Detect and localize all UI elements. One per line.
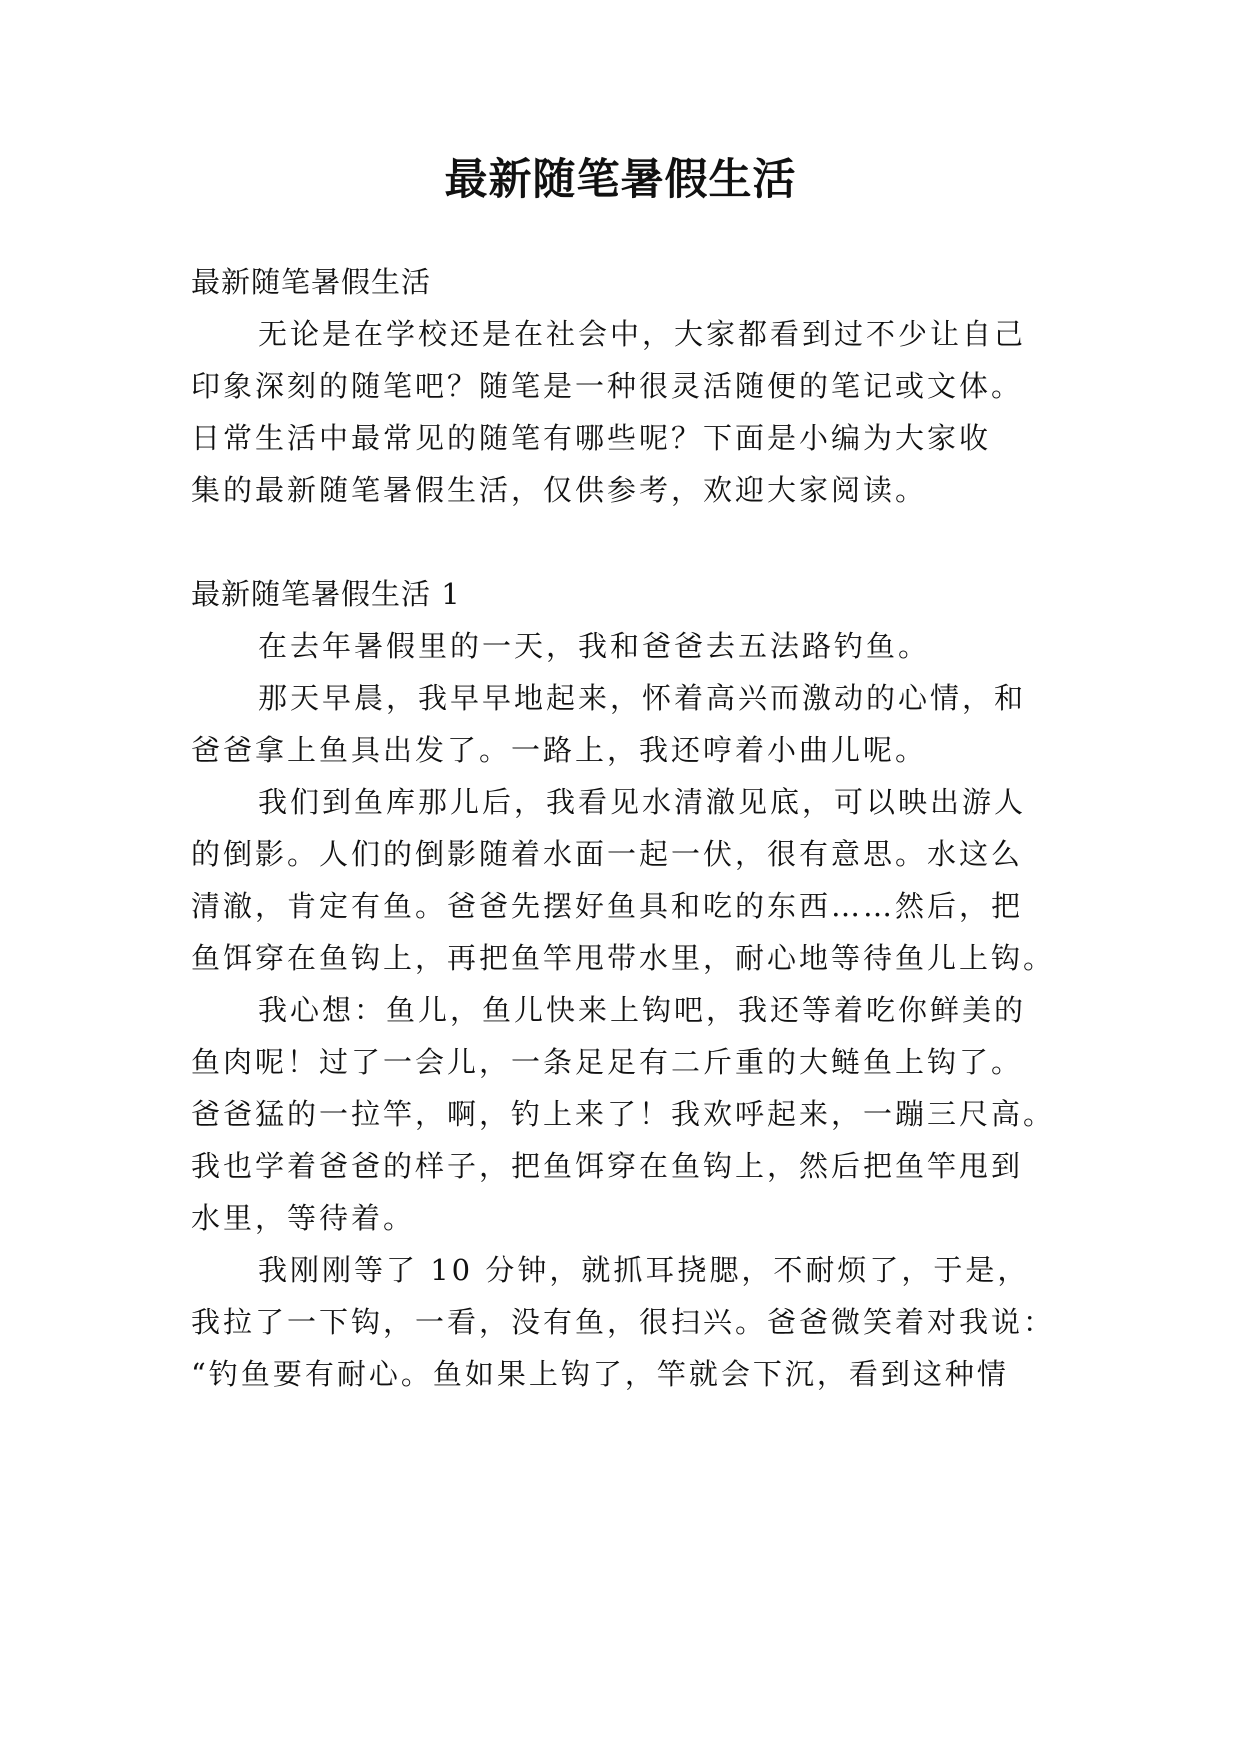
paragraph-line: 我也学着爸爸的样子，把鱼饵穿在鱼钩上，然后把鱼竿甩到 <box>191 1149 1024 1183</box>
paragraph-line: 在去年暑假里的一天，我和爸爸去五法路钓鱼。 <box>258 629 931 663</box>
paragraph-line: 我刚刚等了 10 分钟，就抓耳挠腮，不耐烦了，于是， <box>258 1253 1030 1287</box>
paragraph-line: “钓鱼要有耐心。鱼如果上钩了，竿就会下沉，看到这种情 <box>191 1357 1009 1391</box>
paragraph-line: 集的最新随笔暑假生活，仅供参考，欢迎大家阅读。 <box>191 473 928 507</box>
paragraph-line: 爸爸猛的一拉竿，啊，钓上来了！我欢呼起来，一蹦三尺高。 <box>191 1097 1056 1131</box>
paragraph-line: 印象深刻的随笔吧？随笔是一种很灵活随便的笔记或文体。 <box>191 369 1024 403</box>
paragraph-line: 鱼饵穿在鱼钩上，再把鱼竿甩带水里，耐心地等待鱼儿上钩。 <box>191 941 1056 975</box>
paragraph-line: 水里，等待着。 <box>191 1201 416 1235</box>
paragraph-line: 鱼肉呢！过了一会儿，一条足足有二斤重的大鲢鱼上钩了。 <box>191 1045 1024 1079</box>
intro-heading: 最新随笔暑假生活 <box>191 265 432 299</box>
paragraph-line: 那天早晨，我早早地起来，怀着高兴而激动的心情，和 <box>258 681 1027 715</box>
paragraph-line: 日常生活中最常见的随笔有哪些呢？下面是小编为大家收 <box>191 421 992 455</box>
paragraph-line: 我拉了一下钩，一看，没有鱼，很扫兴。爸爸微笑着对我说： <box>191 1305 1056 1339</box>
paragraph-line: 无论是在学校还是在社会中，大家都看到过不少让自己 <box>258 317 1027 351</box>
paragraph-line: 的倒影。人们的倒影随着水面一起一伏，很有意思。水这么 <box>191 837 1024 871</box>
paragraph-line: 我们到鱼库那儿后，我看见水清澈见底，可以映出游人 <box>258 785 1027 819</box>
paragraph-line: 我心想：鱼儿，鱼儿快来上钩吧，我还等着吃你鲜美的 <box>258 993 1027 1027</box>
section-heading: 最新随笔暑假生活 1 <box>191 577 461 611</box>
document-title: 最新随笔暑假生活 <box>444 155 797 205</box>
paragraph-line: 爸爸拿上鱼具出发了。一路上，我还哼着小曲儿呢。 <box>191 733 928 767</box>
paragraph-line: 清澈，肯定有鱼。爸爸先摆好鱼具和吃的东西……然后，把 <box>191 889 1024 923</box>
